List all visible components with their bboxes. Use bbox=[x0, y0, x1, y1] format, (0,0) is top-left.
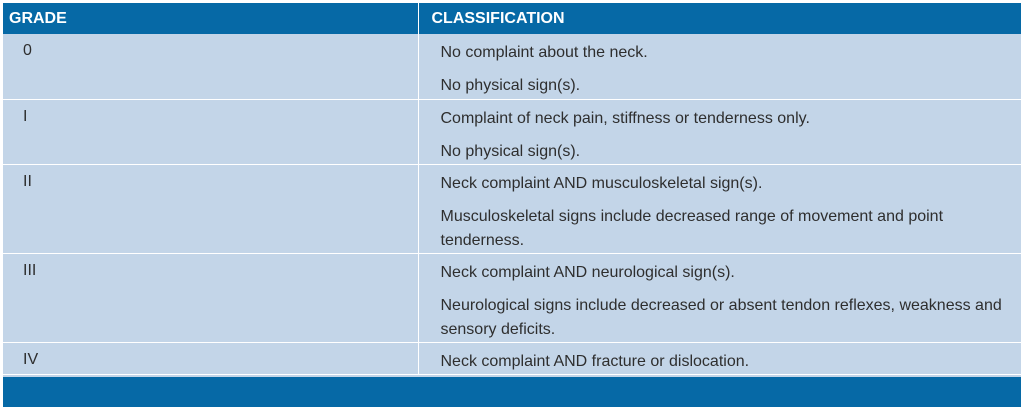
classification-cell bbox=[418, 164, 1021, 253]
table-row bbox=[3, 342, 1021, 374]
classification-line: No physical sign(s). bbox=[440, 142, 581, 160]
grade-cell: 0 bbox=[3, 34, 418, 99]
grade-cell: IV bbox=[3, 342, 418, 374]
classification-line: Neck complaint AND neurological sign(s). bbox=[440, 263, 735, 281]
classification-line: Neurological signs include decreased or absent tendon reflexes, weakness and sensory deficits. bbox=[440, 296, 1002, 338]
classification-cell bbox=[418, 342, 1021, 374]
grade-cell: II bbox=[3, 164, 418, 253]
classification-cell bbox=[418, 253, 1021, 342]
table-row bbox=[3, 34, 1021, 99]
classification-cell bbox=[418, 99, 1021, 164]
classification-line: Neck complaint AND fracture or dislocation. bbox=[440, 352, 750, 370]
grade-cell: I bbox=[3, 99, 418, 164]
grade-cell: III bbox=[3, 253, 418, 342]
classification-line: No complaint about the neck. bbox=[440, 44, 648, 61]
table-body bbox=[3, 34, 1021, 374]
grade-classification-table-container bbox=[3, 3, 1021, 407]
header-classification: CLASSIFICATION bbox=[418, 3, 1021, 34]
table-row bbox=[3, 164, 1021, 253]
classification-line: No physical sign(s). bbox=[440, 77, 581, 94]
classification-line: Complaint of neck pain, stiffness or tenderness only. bbox=[440, 109, 810, 127]
classification-line: Neck complaint AND musculoskeletal sign(s). bbox=[440, 174, 763, 192]
classification-line: Musculoskeletal signs include decreased range of movement and point tenderness. bbox=[440, 207, 944, 249]
table-row bbox=[3, 253, 1021, 342]
table-header bbox=[3, 3, 1021, 34]
table-row bbox=[3, 99, 1021, 164]
header-row bbox=[3, 3, 1021, 34]
grade-classification-table bbox=[3, 3, 1021, 375]
classification-cell bbox=[418, 34, 1021, 99]
table-footer-bar bbox=[3, 377, 1021, 407]
header-grade: GRADE bbox=[3, 3, 418, 34]
